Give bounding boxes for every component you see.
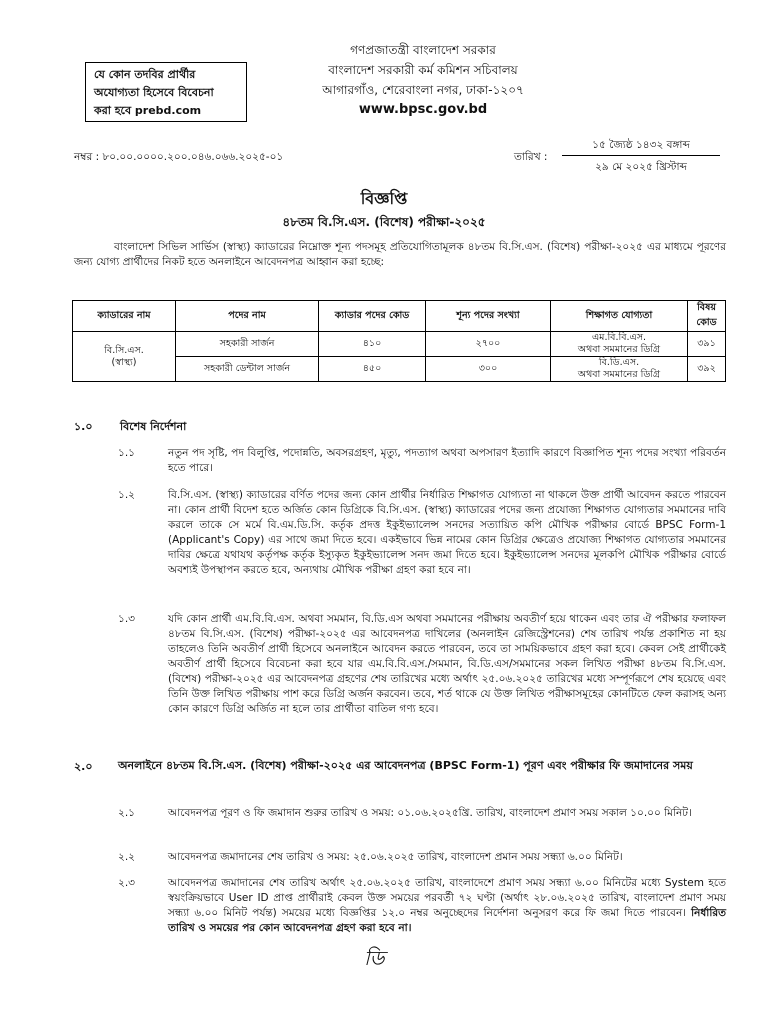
item-2-3-number: ২.৩ [118,877,135,889]
code-cell: ৪১০ [319,332,426,357]
notice-subtitle: ৪৮তম বি.সি.এস. (বিশেষ) পরীক্ষা-২০২৫ [282,215,486,229]
vacancy-table [72,300,726,382]
memo-number [74,150,283,167]
vacancies-cell: ২৭০০ [426,332,551,357]
item-1-3-text: যদি কোন প্রার্থী এম.বি.বি.এস. অথবা সমমান, বি.ডি.এস অথবা সমমানের পরীক্ষায় অবতীর্ণ হয়ে থাকেন এবং তার ঐ পরীক্ষার ফলাফল ৪৮তম বি.সি.এস. (বিশেষ) পরীক্ষা-২০২৫ এর আবেদনপত্র দাখিলের (অনলাইন রেজিস্ট্রেশনের) শেষ তারিখ পর্যন্ত প্রকাশিত না হয় তাহলেও তিনি অবতীর্ণ প্রার্থী হিসেবে অনলাইনে আবেদন করতে পারবেন, তবে তা সাময়িকভাবে গ্রহণ করা হবে। কেবল সেই প্রার্থীকেই অবতীর্ণ প্রার্থী হিসেবে বিবেচনা করা হবে যার এম.বি.বি.এস./সমমান, বি.ডি.এস/সমমানের সকল লিখিত পরীক্ষা ৪৮তম বি.সি.এস. (বিশেষ) পরীক্ষা-২০২৫ এর আবেদনপত্র গ্রহণের শেষ তারিখের মধ্যে অর্থাৎ ২৫.০৬.২০২৫ তারিখের মধ্যে সম্পূর্ণরূপে শেষ হয়েছে এবং তিনি উক্ত লিখিত পরীক্ষায় পাশ করে ডিগ্রি অর্জন করবেন। তবে, শর্ত থাকে যে উক্ত লিখিত পরীক্ষাসমূহের কোনটিতে ফেল করাসহ অন্য কোন কারণে ডিগ্রি অর্জিত না হলে তার প্রার্থীতা বাতিল গণ্য হবে। [168,613,726,715]
date-label: তারিখ : [514,151,548,163]
signature-initial: ডি [364,946,385,970]
item-1-1-text: নতুন পদ সৃষ্টি, পদ বিলুপ্তি, পদোন্নতি, অবসরগ্রহণ, মৃত্যু, পদত্যাগ অথবা অপসারণ ইত্যাদি কারণে বিজ্ঞাপিত শূন্য পদের সংখ্যা পরিবর্তন হতে পারে। [168,447,726,474]
notice-box-line-3: করা হবে prebd.com [94,104,202,117]
cadre-name-line-2: (স্বাস্থ্য) [111,356,137,368]
table-header-row [73,301,726,332]
section-1-number: ১.০ [74,420,93,433]
item-2-3-body: আবেদনপত্র জমাদানের শেষ তারিখ অর্থাৎ ২৫.০৬.২০২৫ তারিখ, বাংলাদেশে প্রমাণ সময় সন্ধ্যা ৬.০০ মিনিটের মধ্যে System হতে স্বয়ংক্রিয়ভাবে User ID প্রাপ্ত প্রার্থীরাই কেবল উক্ত সময়ের পরবর্তী ৭২ ঘণ্টা (অর্থাৎ ২৮.০৬.২০২৫ তারিখ, বাংলাদেশ প্রমাণ সময় সন্ধ্যা ৬.০০ মিনিট পর্যন্ত) সময়ের মধ্যে বিজ্ঞপ্তির ১২.০ নম্বর অনুচ্ছেদের নির্দেশনা অনুসরণ করে ফি জমা দিতে পারবেন। [168,877,726,919]
section-1-title: বিশেষ নির্দেশনা [120,420,187,433]
section-2-title: অনলাইনে ৪৮তম বি.সি.এস. (বিশেষ) পরীক্ষা-২০২৫ এর আবেদনপত্র (BPSC Form-1) পূরণ এবং পরীক্ষার ফি জমাদানের সময় [118,759,693,772]
code-cell: ৪৫০ [319,357,426,382]
header-vacancies: শূন্য পদের সংখ্যা [426,301,551,332]
table-row [73,332,726,357]
qualification-equivalent: অথবা সমমানের ডিগ্রি [577,344,661,355]
notice-box-line-1: যে কোন তদবির প্রার্থীর [94,68,196,81]
cadre-name-cell [73,332,176,382]
qualification-cell [551,332,688,357]
item-1-2-number: ১.২ [118,489,135,501]
header-qualification: শিক্ষাগত যোগ্যতা [551,301,688,332]
subject-code-cell: ৩৯১ [688,332,726,357]
date-english: ২৯ মে ২০২৫ খ্রিস্টাব্দ [595,161,687,173]
header-subject-code: বিষয় কোড [688,301,726,332]
item-1-3-number: ১.৩ [118,613,135,625]
cadre-name-line-1: বি.সি.এস. [104,344,144,356]
notice-box-line-2: অযোগ্যতা হিসেবে বিবেচনা [94,86,214,99]
item-2-1-text: আবেদনপত্র পূরণ ও ফি জমাদান শুরুর তারিখ ও সময়: ০১.০৬.২০২৫খ্রি. তারিখ, বাংলাদেশ প্রমাণ সময় সকাল ১০.০০ মিনিট। [168,807,692,819]
item-1-2-text: বি.সি.এস. (স্বাস্থ্য) ক্যাডারের বর্ণিত পদের জন্য কোন প্রার্থীর নির্ধারিত শিক্ষাগত যোগ্যতা না থাকলে উক্ত প্রার্থী আবেদন করতে পারবেন না। কোন প্রার্থী বিদেশ হতে অর্জিত কোন ডিগ্রিকে বি.সি.এস. (স্বাস্থ্য) ক্যাডারের পদের জন্য প্রযোজ্য শিক্ষাগত যোগ্যতার সমমানের দাবি করলে তাকে সে মর্মে বি.এম.ডি.সি. কর্তৃক প্রদত্ত ইকুইভ্যালেন্স সনদের সত্যায়িত কপি মৌখিক পরীক্ষার বোর্ডে BPSC Form-1 (Applicant's Copy) এর সাথে জমা দিতে হবে। একইভাবে ভিন্ন নামের কোন ডিগ্রির ক্ষেত্রেও প্রযোজ্য শিক্ষাগত যোগ্যতার সমমানের দাবির ক্ষেত্রে যথাযথ কর্তৃপক্ষ কর্তৃক ইস্যুকৃত ইকুইভ্যালেন্স সনদ জমা দিতে হবে। ইকুইভ্যালেন্স সনদের মূলকপি মৌখিক পরীক্ষার বোর্ডে অবশ্যই উপস্থাপন করতে হবে, অন্যথায় মৌখিক পরীক্ষা গ্রহণ করা হবে না। [168,489,726,576]
memo-label: নম্বর : [74,151,100,163]
section-2-number: ২.০ [74,760,93,773]
item-2-3-text [168,876,726,936]
item-2-3-bold-note: নির্ধারিত তারিখ ও সময়ের পর কোন আবেদনপত্র গ্রহণ করা হবে না। [168,907,726,934]
subject-code-cell: ৩৯২ [688,357,726,382]
header-post: পদের নাম [176,301,319,332]
header-commission: বাংলাদেশ সরকারী কর্ম কমিশন সচিবালয় [328,63,518,77]
qualification-cell [551,357,688,382]
item-2-2-text: আবেদনপত্র জমাদানের শেষ তারিখ ও সময়: ২৫.০৬.২০২৫ তারিখ, বাংলাদেশ প্রমান সময় সন্ধ্যা ৬.০০ মিনিট। [168,851,623,863]
header-cadre-code: ক্যাডার পদের কোড [319,301,426,332]
item-2-2-number: ২.২ [118,851,135,863]
header-address: আগারগাঁও, শেরেবাংলা নগর, ঢাকা-১২০৭ [322,83,524,97]
qualification-equivalent: অথবা সমমানের ডিগ্রি [577,369,661,380]
header-website[interactable]: www.bpsc.gov.bd [358,102,488,117]
item-2-1-number: ২.১ [118,807,135,819]
date-bangla: ১৫ জ্যৈষ্ঠ ১৪৩২ বঙ্গাব্দ [562,138,720,156]
anti-lobbying-notice-box [85,62,247,122]
post-cell: সহকারী সার্জন [176,332,319,357]
notice-title: বিজ্ঞপ্তি [360,189,408,208]
qualification-degree: এম.বি.বি.এস. [591,332,647,343]
qualification-degree: বি.ডি.এস. [598,357,640,368]
header-govt: গণপ্রজাতন্ত্রী বাংলাদেশ সরকার [350,43,496,57]
memo-value: ৮০.০০.০০০০.২০০.০৪৬.০৬৬.২০২৫-০১ [102,151,284,163]
vacancies-cell: ৩০০ [426,357,551,382]
notice-intro: বাংলাদেশ সিভিল সার্ভিস (স্বাস্থ্য) ক্যাডারের নিম্নোক্ত শূন্য পদসমূহ প্রতিযোগিতামূলক ৪৮তম বি.সি.এস. (বিশেষ) পরীক্ষা-২০২৫ এর মাধ্যমে পূরণের জন্য যোগ্য প্রার্থীদের নিকট হতে অনলাইনে আবেদনপত্র আহ্বান করা হচ্ছে: [74,241,726,268]
post-cell: সহকারী ডেন্টাল সার্জন [176,357,319,382]
header-cadre: ক্যাডারের নাম [73,301,176,332]
item-1-1-number: ১.১ [118,447,135,459]
